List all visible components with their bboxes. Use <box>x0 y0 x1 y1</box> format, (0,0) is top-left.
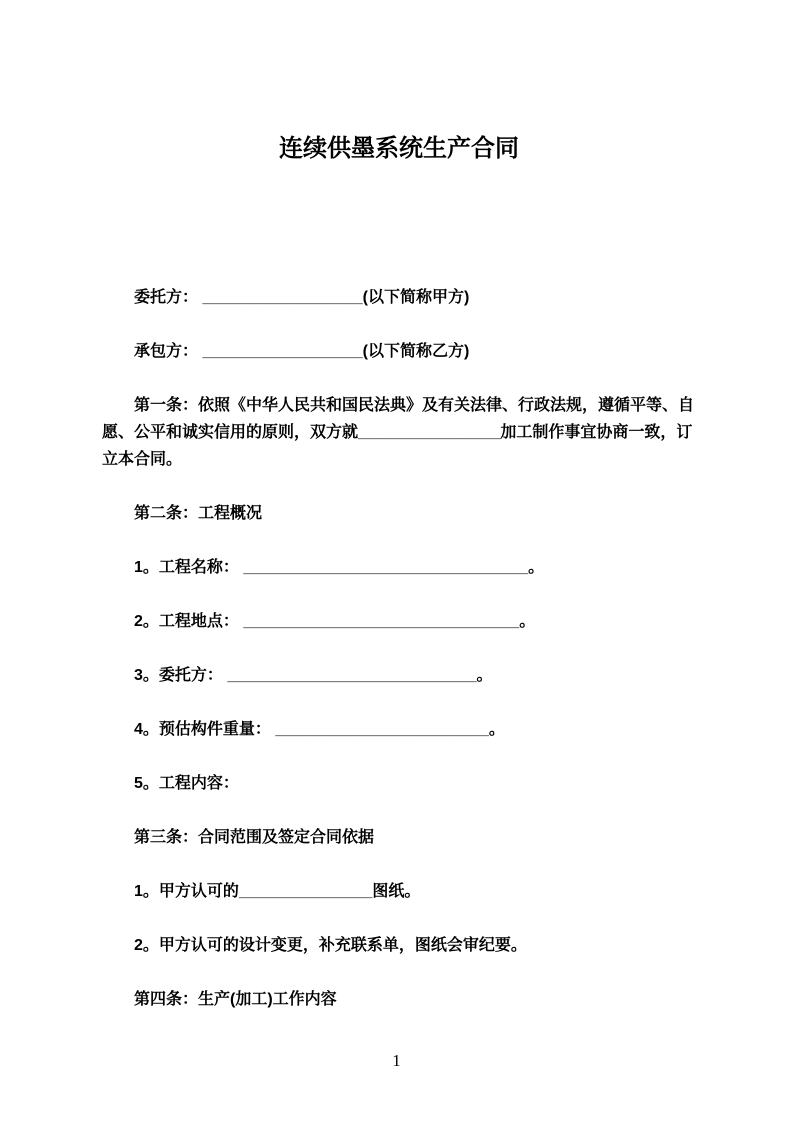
article-2-item-4 <box>102 716 696 743</box>
article-3-item-1-blank: _______________ <box>238 883 373 900</box>
article-2-item-1-blank: ________________________________ <box>238 559 529 576</box>
party-contractor-blank: __________________ <box>198 343 363 360</box>
article-3-item-1 <box>102 878 696 905</box>
article-2-item-2 <box>102 608 696 635</box>
article-2-item-4-tail: 。 <box>488 721 505 738</box>
article-2-item-2-blank: _______________________________ <box>238 613 520 630</box>
article-2-item-3 <box>102 662 696 689</box>
party-contractor-note: (以下简称乙方) <box>362 343 470 360</box>
article-3-item-1-tail: 图纸。 <box>372 883 421 900</box>
party-line-client <box>102 284 696 311</box>
article-2-item-4-blank: ________________________ <box>270 721 489 738</box>
party-contractor-label: 承包方： <box>134 343 199 360</box>
article-3-item-1-label: 1。甲方认可的 <box>134 883 239 900</box>
article-2-item-3-tail: 。 <box>476 667 493 684</box>
page-title: 连续供墨系统生产合同 <box>279 135 519 162</box>
party-client-blank: __________________ <box>198 289 363 306</box>
article-2-item-1-tail: 。 <box>528 559 545 576</box>
article-2-item-2-label: 2。工程地点： <box>134 613 239 630</box>
article-3-heading: 第三条：合同范围及签定合同依据 <box>134 829 375 846</box>
article-1-lead: 第一条：依照《中华人民共和国民法典》及有关法律、行政法规，遵循平等、自愿、公平和诚实信用的原则，双方就 <box>102 397 695 441</box>
article-2-item-5 <box>102 770 696 797</box>
article-2-item-1 <box>102 554 696 581</box>
article-3-item-2-label: 2。甲方认可的设计变更，补充联系单，图纸会审纪要。 <box>134 937 527 954</box>
article-2-item-4-label: 4。预估构件重量： <box>134 721 271 738</box>
article-2-heading: 第二条：工程概况 <box>134 505 263 522</box>
article-3-item-2 <box>102 932 696 959</box>
article-1-blank: ________________ <box>358 424 501 441</box>
page-number: 1 <box>392 1051 401 1070</box>
article-4-heading: 第四条：生产(加工)工作内容 <box>134 991 337 1008</box>
article-2-item-2-tail: 。 <box>519 613 536 630</box>
party-line-contractor <box>102 338 696 365</box>
article-2-item-5-label: 5。工程内容： <box>134 775 239 792</box>
article-2-item-1-label: 1。工程名称： <box>134 559 239 576</box>
party-client-note: (以下简称甲方) <box>362 289 470 306</box>
article-1-tail: 加工制作事宜协商一致，订立本合同。 <box>102 424 693 468</box>
party-client-label: 委托方： <box>134 289 199 306</box>
article-2-item-3-label: 3。委托方： <box>134 667 223 684</box>
article-1-paragraph <box>102 392 696 473</box>
article-2-item-3-blank: ____________________________ <box>222 667 477 684</box>
